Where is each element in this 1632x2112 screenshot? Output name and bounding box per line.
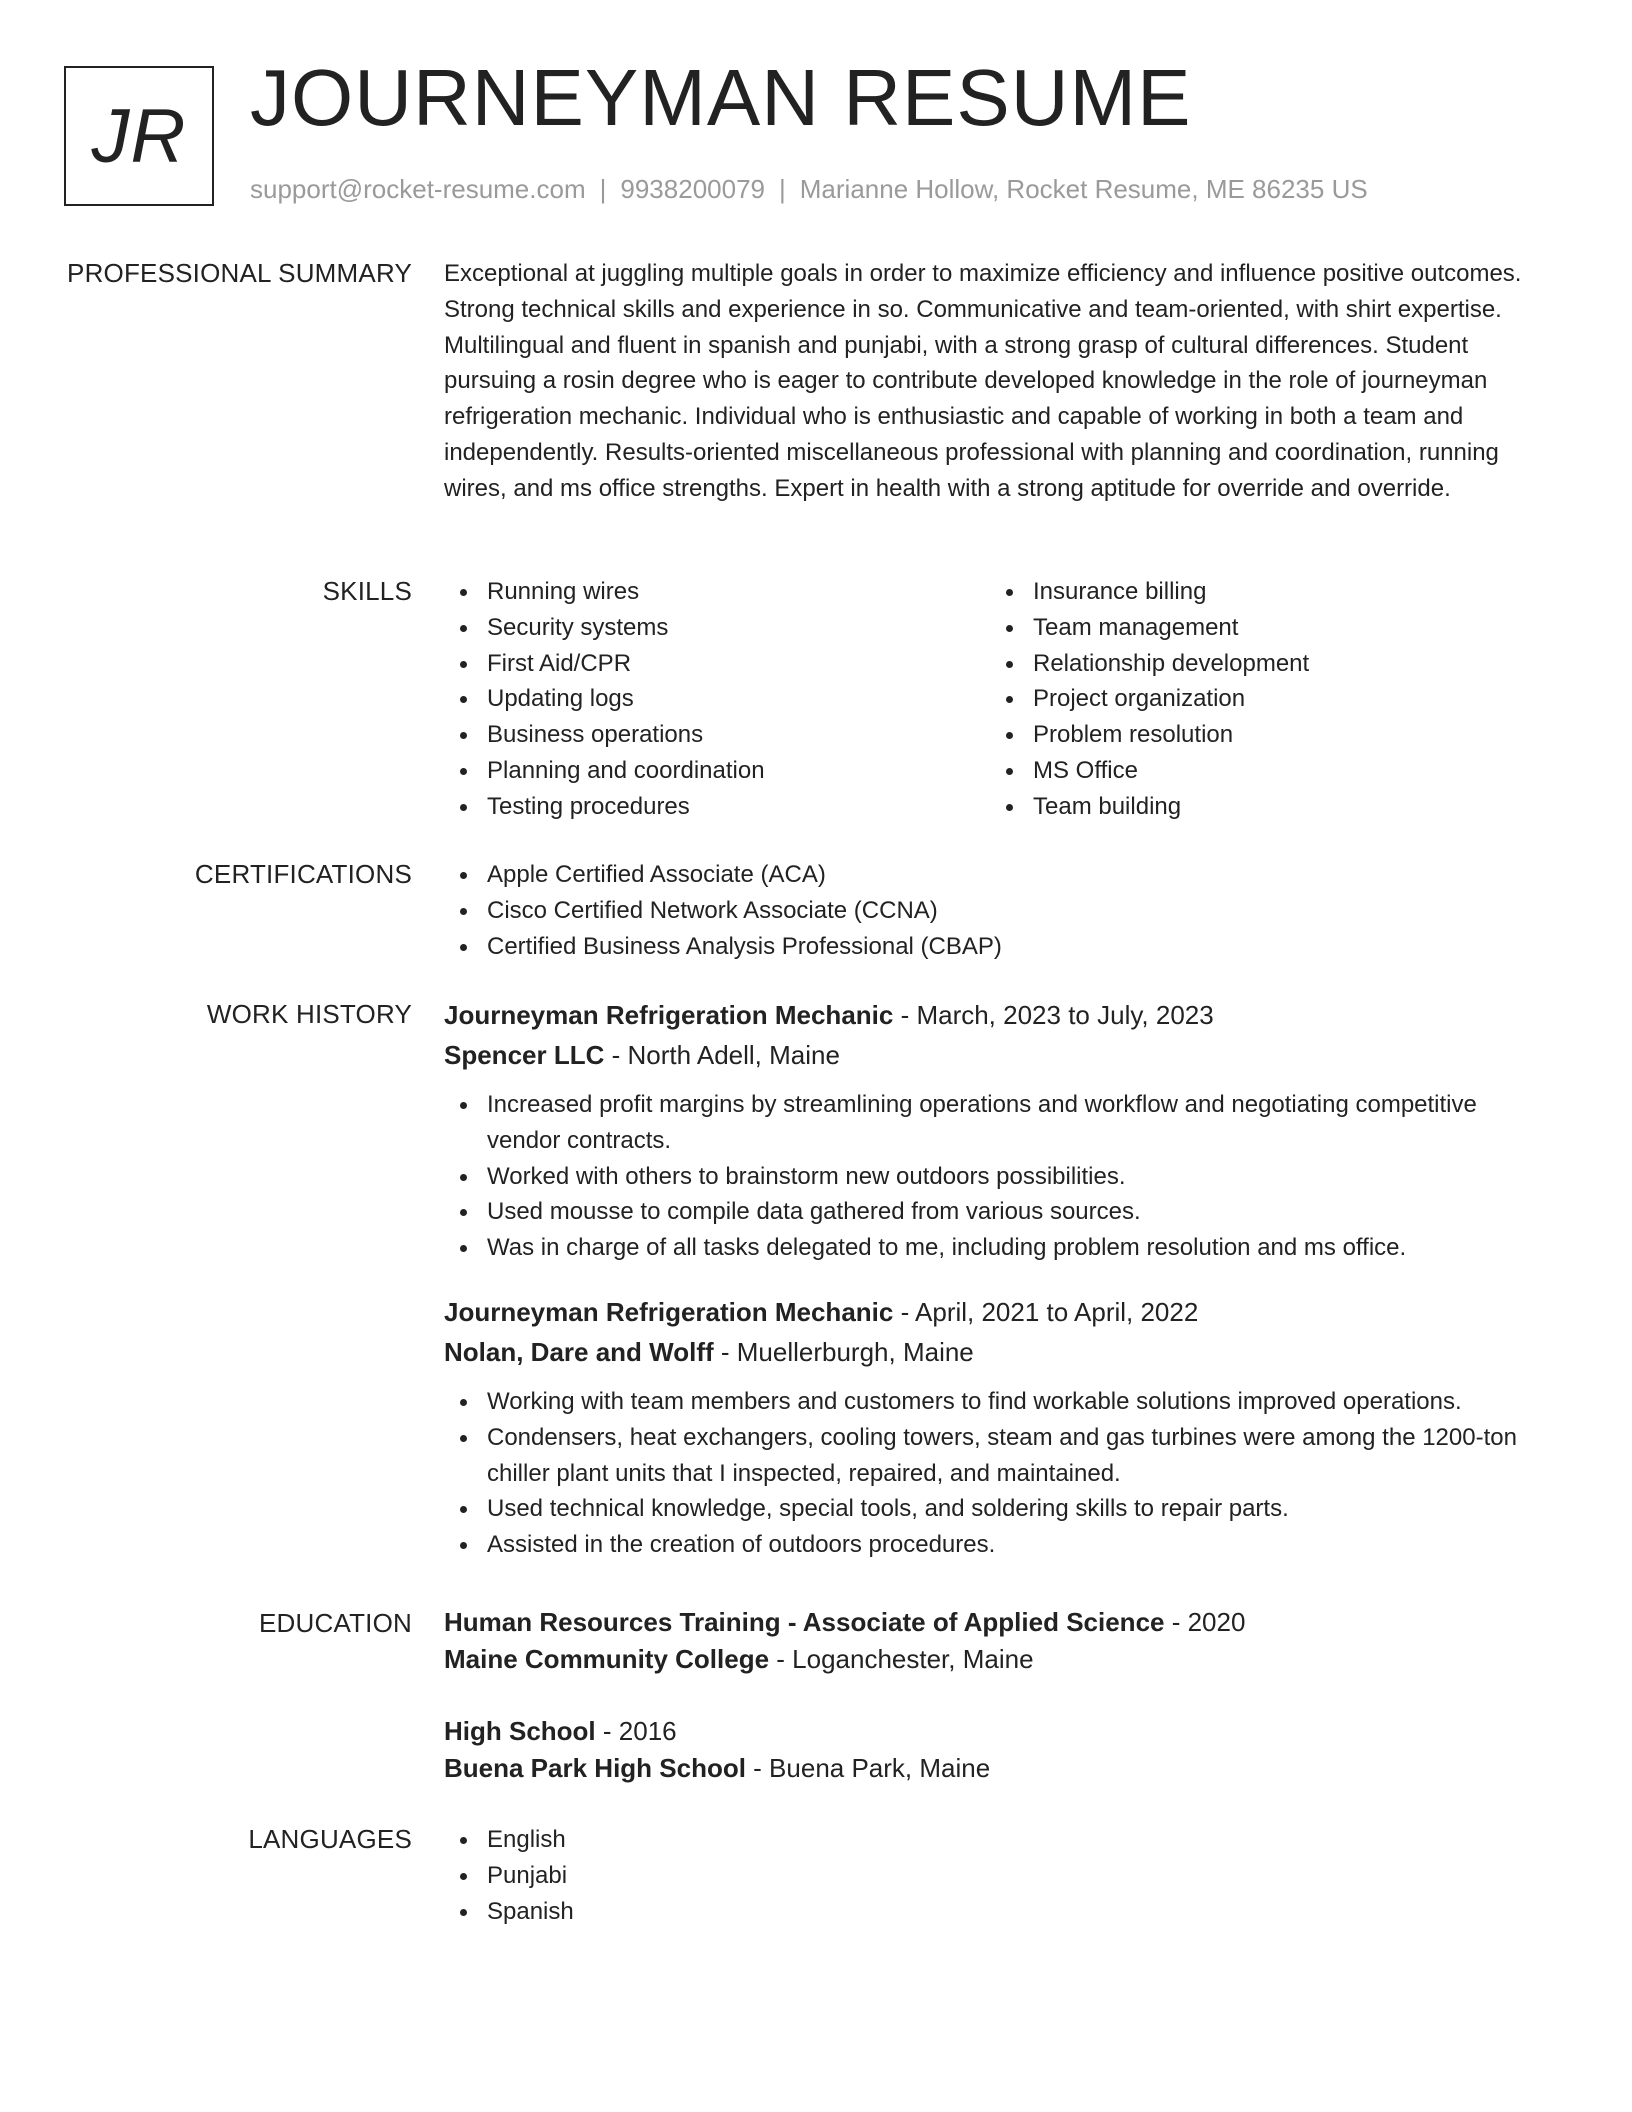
education-degree: High School (444, 1716, 596, 1746)
list-item: MS Office (990, 753, 1536, 789)
contact-address: Marianne Hollow, Rocket Resume, ME 86235 US (799, 174, 1368, 204)
education-body (444, 1604, 1556, 1787)
certifications-label: CERTIFICATIONS (194, 859, 412, 889)
certifications-body (444, 857, 1556, 964)
job-location: - Muellerburgh, Maine (713, 1336, 974, 1367)
list-item: Assisted in the creation of outdoors procedures. (444, 1527, 1556, 1563)
list-item: Security systems (444, 610, 990, 646)
education-degree-line (444, 1604, 1556, 1641)
education-label: EDUCATION (259, 1608, 412, 1638)
monogram-initials: JR (91, 93, 187, 179)
resume-name: JOURNEYMAN RESUME (250, 53, 1192, 142)
list-item: Condensers, heat exchangers, cooling towers, steam and gas turbines were among the 1200-ton chiller plant units that I inspected, repaired, and maintained. (444, 1420, 1556, 1492)
skills-column-right (990, 574, 1536, 825)
list-item: English (444, 1822, 1556, 1858)
skills-label: SKILLS (322, 576, 412, 606)
job-company: Spencer LLC (444, 1040, 605, 1070)
job-dates: - March, 2023 to July, 2023 (893, 1000, 1214, 1030)
education-entry (444, 1604, 1556, 1678)
list-item: Increased profit margins by streamlining operations and workflow and negotiating competitive vendor contracts. (444, 1087, 1556, 1159)
list-item: Project organization (990, 681, 1536, 717)
list-item: Apple Certified Associate (ACA) (444, 857, 1556, 893)
skills-column-left (444, 574, 990, 825)
education-school-line (444, 1641, 1556, 1678)
job-entry (444, 1292, 1556, 1563)
job-dates: - April, 2021 to April, 2022 (893, 1296, 1199, 1327)
list-item: Team building (990, 789, 1536, 825)
list-item: Was in charge of all tasks delegated to me, including problem resolution and ms office. (444, 1230, 1556, 1266)
list-item: Insurance billing (990, 574, 1536, 610)
monogram-box (64, 66, 214, 206)
work-history-body (444, 995, 1556, 1563)
skills-body (444, 574, 1556, 825)
list-item: Relationship development (990, 646, 1536, 682)
job-company-line (444, 1332, 1556, 1372)
job-title: Journeyman Refrigeration Mechanic (444, 1000, 894, 1030)
summary-body (444, 256, 1556, 507)
job-location: - North Adell, Maine (604, 1040, 840, 1070)
list-item: Cisco Certified Network Associate (CCNA) (444, 893, 1556, 929)
list-item: Used technical knowledge, special tools, and soldering skills to repair parts. (444, 1491, 1556, 1527)
education-degree: Human Resources Training - Associate of Applied Science (444, 1607, 1165, 1637)
contact-line (250, 174, 1368, 205)
job-entry (444, 995, 1556, 1266)
job-company-line (444, 1035, 1556, 1075)
languages-label: LANGUAGES (248, 1824, 412, 1854)
education-entry (444, 1713, 1556, 1787)
list-item: Updating logs (444, 681, 990, 717)
contact-phone: 9938200079 (620, 174, 765, 204)
languages-body (444, 1822, 1556, 1929)
job-title: Journeyman Refrigeration Mechanic (444, 1296, 894, 1327)
list-item: First Aid/CPR (444, 646, 990, 682)
list-item: Running wires (444, 574, 990, 610)
job-title-line (444, 995, 1556, 1035)
education-location: - Loganchester, Maine (769, 1644, 1034, 1674)
contact-separator: | (779, 174, 786, 204)
job-company: Nolan, Dare and Wolff (444, 1336, 714, 1367)
education-location: - Buena Park, Maine (745, 1753, 991, 1783)
job-title-line (444, 1292, 1556, 1332)
list-item: Punjabi (444, 1858, 1556, 1894)
list-item: Used mousse to compile data gathered from various sources. (444, 1194, 1556, 1230)
list-item: Certified Business Analysis Professional (CBAP) (444, 929, 1556, 965)
education-school: Buena Park High School (444, 1753, 746, 1783)
education-year: - 2016 (595, 1716, 677, 1746)
list-item: Working with team members and customers to find workable solutions improved operations. (444, 1384, 1556, 1420)
list-item: Planning and coordination (444, 753, 990, 789)
summary-label: PROFESSIONAL SUMMARY (67, 258, 412, 288)
list-item: Business operations (444, 717, 990, 753)
education-degree-line (444, 1713, 1556, 1750)
list-item: Testing procedures (444, 789, 990, 825)
contact-email: support@rocket-resume.com (250, 174, 586, 204)
education-school: Maine Community College (444, 1644, 770, 1674)
education-year: - 2020 (1164, 1607, 1246, 1637)
list-item: Spanish (444, 1894, 1556, 1930)
education-school-line (444, 1750, 1556, 1787)
list-item: Worked with others to brainstorm new outdoors possibilities. (444, 1159, 1556, 1195)
list-item: Team management (990, 610, 1536, 646)
work-history-label: WORK HISTORY (206, 999, 412, 1029)
list-item: Problem resolution (990, 717, 1536, 753)
summary-text: Exceptional at juggling multiple goals in order to maximize efficiency and influence positive outcomes. Strong technical skills and experience in so. Communicative and team-oriented, with shirt expertise. Multilingual and fluent in spanish and punjabi, with a strong grasp of cultural differences. Student pursuing a rosin degree who is eager to contribute developed knowledge in the role of journeyman refrigeration mechanic. Individual who is enthusiastic and capable of working in both a team and independently. Results-oriented miscellaneous professional with planning and coordination, running wires, and ms office strengths. Expert in health with a strong aptitude for override and override. (444, 260, 1522, 502)
contact-separator: | (599, 174, 607, 204)
